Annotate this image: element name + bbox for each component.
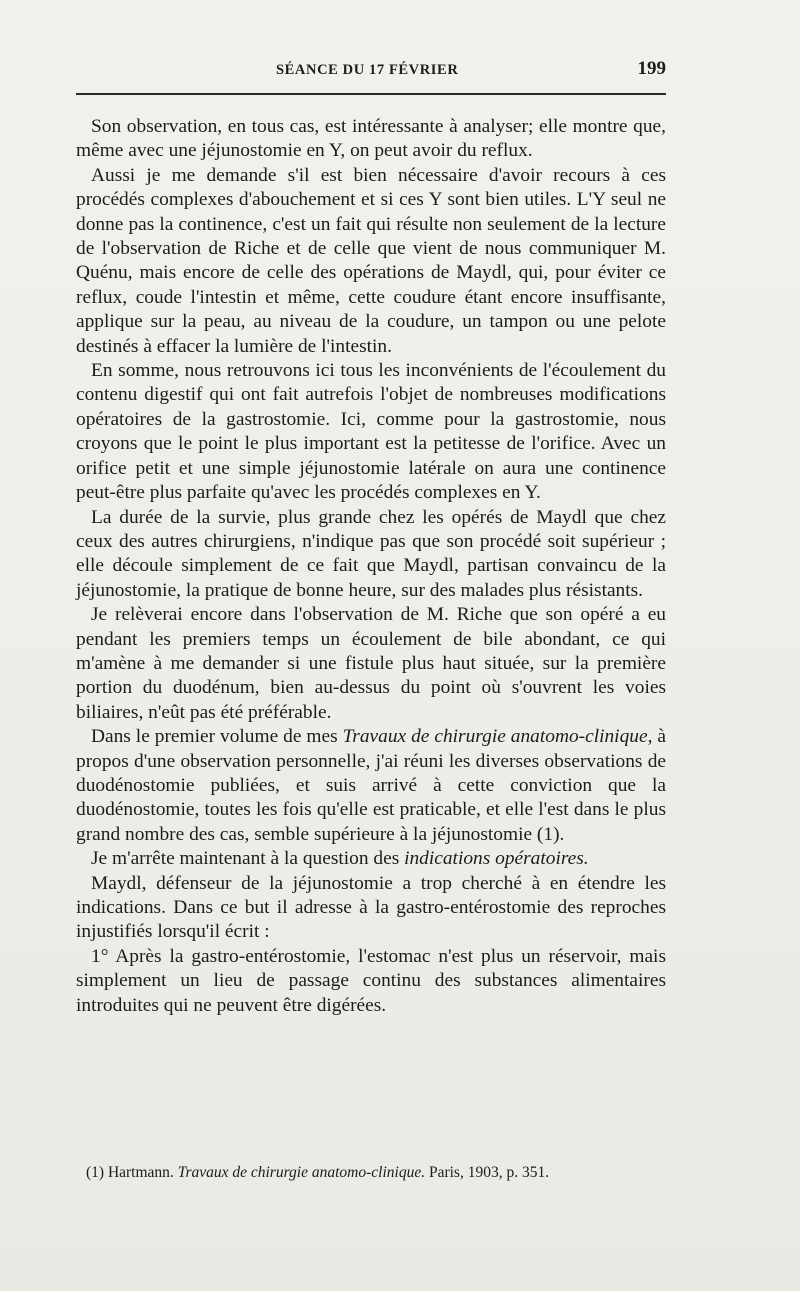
travaux-title: Travaux de chirurgie anatomo-clinique (342, 726, 648, 748)
running-title: SÉANCE DU 17 FÉVRIER (276, 62, 459, 78)
page-number: 199 (637, 58, 666, 79)
paragraph-riche: Je relèverai encore dans l'observation de M. Riche que son opéré a eu pendant les premiers temps un écoulement de bile abondant, ce qui m'amène à me demander si une fistule plus haut située, sur la première portion du duodénum, bien au-dessus du point où s'ouvrent les voies biliaires, n'eût pas été préférable. (76, 604, 666, 723)
footnote-title: Travaux de chirurgie anatomo-clinique. (177, 1164, 426, 1181)
body-text (76, 115, 666, 1018)
paragraph-travaux-after: , à propos d'une observation personnelle, j'ai réuni les diverses observations de duodénostomie publiées, et suis arrivé à cette conviction que la duodénostomie, toutes les fois qu'elle est praticable, et elle l'est dans le plus grand nombre des cas, semble supérieure à la jéjunostomie (1). (76, 726, 666, 845)
paragraph-survie: La durée de la survie, plus grande chez les opérés de Maydl que chez ceux des autres chirurgiens, n'indique pas que son procédé soit supérieur ; elle découle simplement de ce fait que Maydl, partisan convaincu de la jéjunostomie, la pratique de bonne heure, sur des malades plus résistants. (76, 506, 666, 601)
indications-title: indications opératoires. (404, 848, 589, 870)
footnote-prefix: (1) Hartmann. (86, 1164, 178, 1181)
paragraph-indications (76, 847, 666, 871)
paragraph-travaux (76, 725, 666, 847)
paragraph-indications-before: Je m'arrête maintenant à la question des (91, 848, 405, 870)
paragraph-recours: Aussi je me demande s'il est bien nécessaire d'avoir recours à ces procédés complexes d'abouchement et si ces Y sont bien utiles. L'Y seul ne donne pas la continence, c'est un fait qui résulte non seulement de la lecture de l'observation de Riche et de celle que vient de nous communiquer M. Quénu, mais encore de celle des opérations de Maydl, qui, pour éviter ce reflux, coude l'intestin et même, cette coudure étant encore insuffisante, applique sur la peau, au niveau de la coudure, un tampon ou une pelote destinés à effacer la lumière de l'intestin. (76, 164, 666, 357)
paragraph-maydl: Maydl, défenseur de la jéjunostomie a trop cherché à en étendre les indications. Dans ce but il adresse à la gastro-entérostomie des reproches injustifiés lorsqu'il écrit : (76, 872, 666, 943)
footnote (76, 1163, 666, 1183)
paragraph-travaux-before: Dans le premier volume de mes (91, 726, 343, 748)
paragraph-en-somme: En somme, nous retrouvons ici tous les inconvénients de l'écoulement du contenu digestif qui ont fait autrefois l'objet de nombreuses modifications opératoires de la gastrostomie. Ici, comme pour la gastrostomie, nous croyons que le point le plus important est la petitesse de l'orifice. Avec un orifice petit et une simple jéjunostomie latérale on aura une continence peut-être plus parfaite qu'avec les procédés complexes en Y. (76, 360, 666, 504)
paragraph-point-1: 1° Après la gastro-entérostomie, l'estomac n'est plus un réservoir, mais simplement un lieu de passage continu des substances alimentaires introduites qui ne peuvent être digérées. (76, 945, 666, 1016)
running-head (76, 56, 666, 86)
paragraph-observation: Son observation, en tous cas, est intéressante à analyser; elle montre que, même avec une jéjunostomie en Y, on peut avoir du reflux. (76, 116, 666, 162)
header-rule (76, 93, 666, 95)
footnote-suffix: Paris, 1903, p. 351. (425, 1164, 550, 1181)
